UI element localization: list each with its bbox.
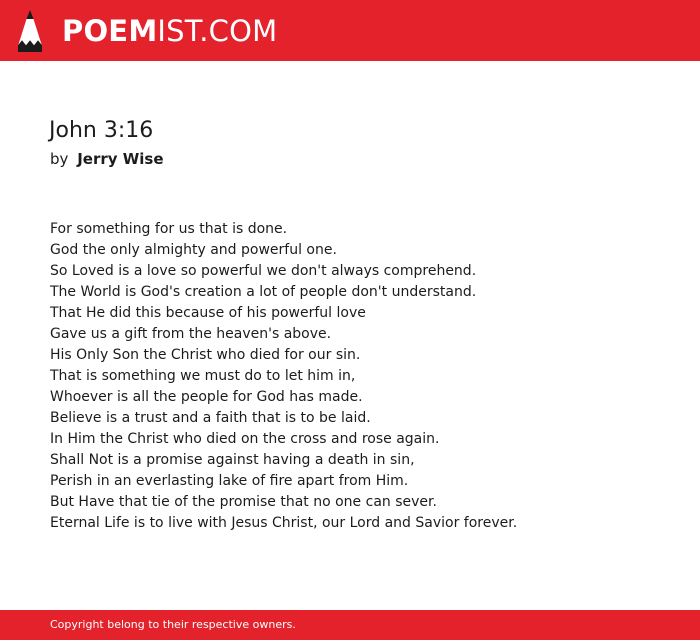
poem-line: In Him the Christ who died on the cross and rose again. <box>50 431 440 447</box>
poem-line: But Have that tie of the promise that no one can sever. <box>50 494 437 510</box>
site-logo-text <box>62 13 278 48</box>
poem-body <box>50 219 670 534</box>
copyright-text: Copyright belong to their respective owners. <box>50 618 296 631</box>
poem-line: Believe is a trust and a faith that is to be laid. <box>50 410 371 426</box>
poem-line: Eternal Life is to live with Jesus Christ, our Lord and Savior forever. <box>50 515 518 531</box>
poem-line: Shall Not is a promise against having a death in sin, <box>50 452 415 468</box>
site-header <box>0 0 700 61</box>
poem-line: Whoever is all the people for God has made. <box>50 389 363 405</box>
pencil-icon <box>18 10 42 52</box>
poem-line: Perish in an everlasting lake of fire apart from Him. <box>50 473 409 489</box>
poem-line: The World is God's creation a lot of people don't understand. <box>50 284 477 300</box>
poem-line: So Loved is a love so powerful we don't always comprehend. <box>50 263 477 279</box>
site-logo-link[interactable] <box>18 9 277 53</box>
poem-line: Gave us a gift from the heaven's above. <box>50 326 332 342</box>
author-link[interactable]: Jerry Wise <box>77 150 164 168</box>
poem-title: John 3:16 <box>49 118 154 143</box>
poem-line: God the only almighty and powerful one. <box>50 242 337 258</box>
poem-line: That He did this because of his powerful love <box>50 305 366 321</box>
poem-line: That is something we must do to let him in, <box>50 368 356 384</box>
poem-line: For something for us that is done. <box>50 221 288 237</box>
by-label: by <box>50 150 69 168</box>
poem-line: His Only Son the Christ who died for our sin. <box>50 347 361 363</box>
poem-byline <box>50 148 164 170</box>
site-footer <box>0 610 700 640</box>
logo-light-text: IST.COM <box>157 13 278 48</box>
logo-bold-text: POEM <box>62 13 158 48</box>
